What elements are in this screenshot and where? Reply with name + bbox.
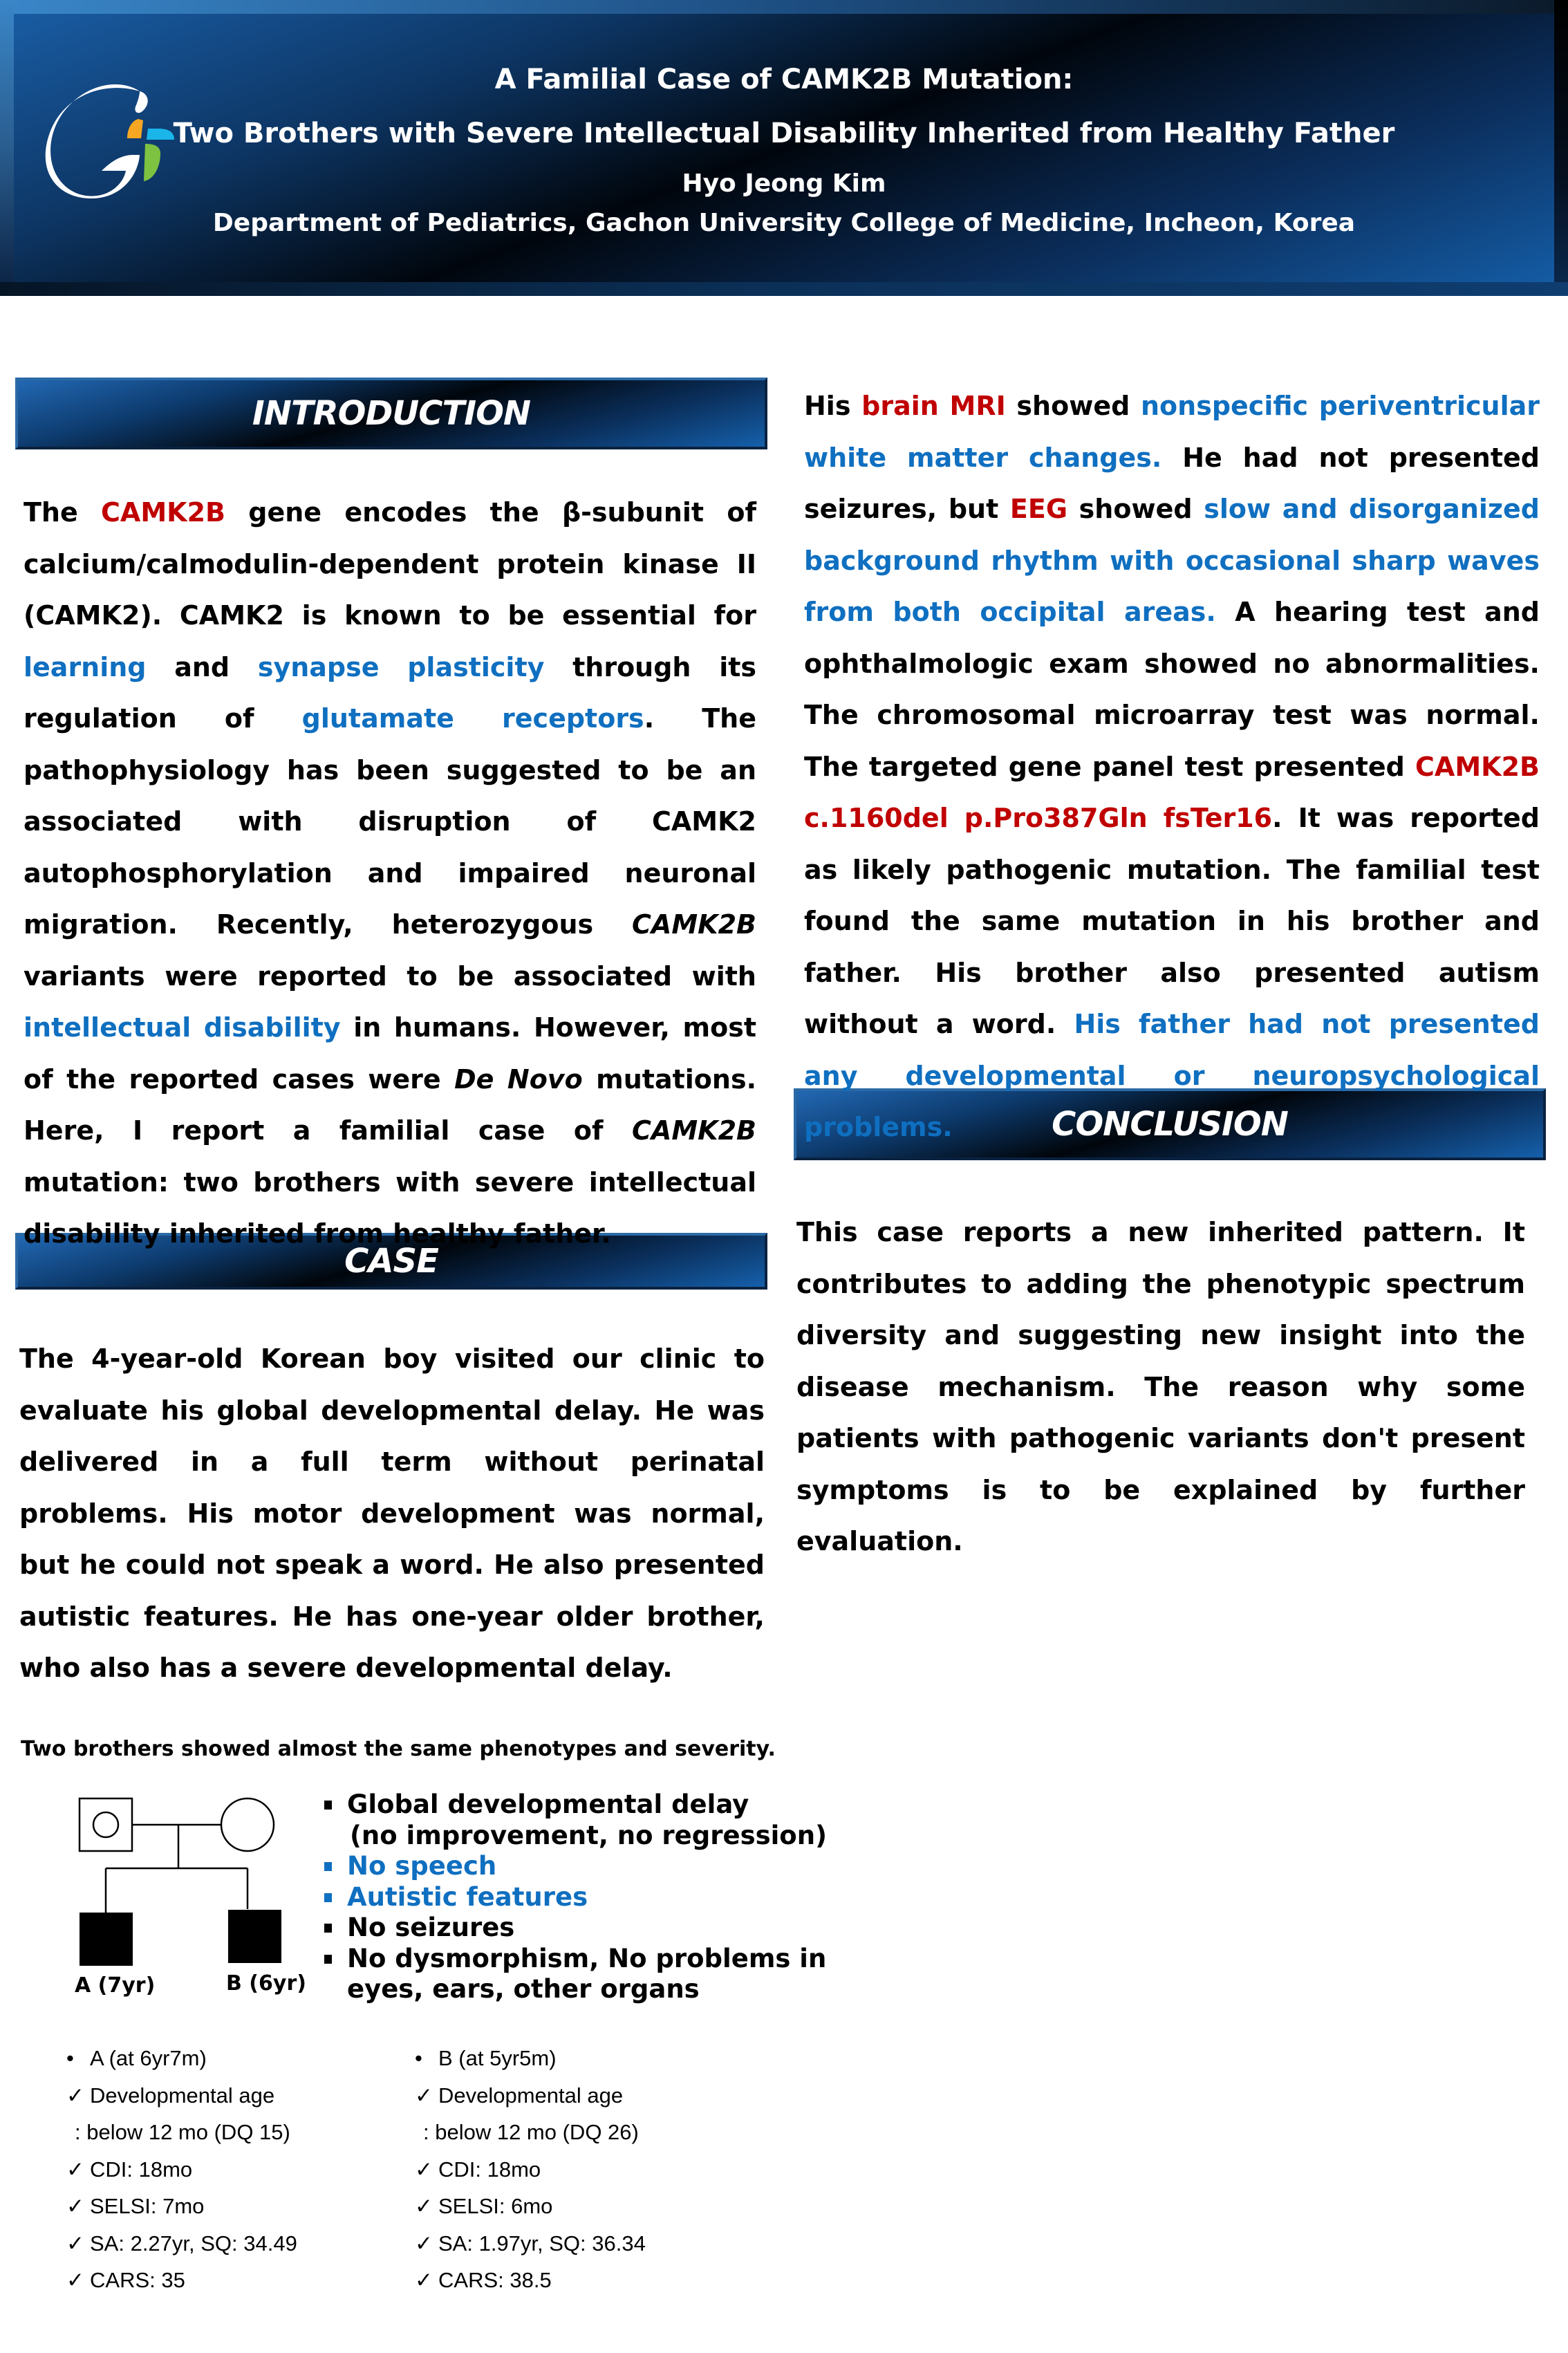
bullet-square-icon xyxy=(324,1924,332,1933)
phenotype-item: No speech xyxy=(322,1851,827,1882)
text-run: mutation: two brothers with severe intellectual disability inherited from healthy father. xyxy=(24,1166,756,1249)
italic-term: CAMK2B xyxy=(632,1115,756,1146)
highlight-blue: slow and disorganized background rhythm with occasional sharp waves from both occipital areas. xyxy=(804,494,1540,627)
bullet-square-icon xyxy=(324,1801,332,1810)
case-continued-text xyxy=(804,380,1540,1153)
child-b-affected-symbol xyxy=(228,1910,281,1963)
section-header-introduction: INTRODUCTION xyxy=(15,378,767,449)
mother-symbol xyxy=(221,1798,274,1851)
checkmark-icon: ✓ xyxy=(66,2231,84,2256)
evaluation-item: ✓ CARS: 35 xyxy=(66,2262,297,2299)
poster-title-line1: A Familial Case of CAMK2B Mutation: xyxy=(494,64,1074,95)
checkmark-icon: ✓ xyxy=(66,2268,84,2292)
poster-title-line2: Two Brothers with Severe Intellectual Disability Inherited from Healthy Father xyxy=(173,118,1395,149)
section-header-conclusion: CONCLUSION xyxy=(794,1088,1546,1160)
bullet-dot-icon: • xyxy=(415,2046,422,2070)
highlight-blue: synapse plasticity xyxy=(257,651,545,682)
italic-term: De Novo xyxy=(454,1063,583,1095)
text-run: in humans. However, most of the reported cases were xyxy=(24,1012,756,1095)
text-run: He had not presented seizures, but xyxy=(804,442,1540,524)
evaluation-item: ✓ SELSI: 7mo xyxy=(66,2188,297,2225)
evaluation-header: • B (at 5yr5m) xyxy=(415,2040,646,2077)
conclusion-text xyxy=(796,1207,1525,1568)
text-run: A hearing test and ophthalmologic exam showed no abnormalities. The chromosomal microarray test was normal. The targeted gene panel test presented xyxy=(804,597,1540,782)
bullet-square-icon xyxy=(324,1893,332,1902)
bullet-square-icon xyxy=(324,1862,332,1871)
section-header-case: CASE xyxy=(15,1233,767,1290)
phenotype-item: No seizures xyxy=(322,1913,827,1944)
evaluation-item: : below 12 mo (DQ 15) xyxy=(75,2120,290,2144)
text-run: This case reports a new inherited pattern. It contributes to adding the phenotypic spectrum diversity and suggesting new insight into the disease mechanism. The reason why some patients with pathogenic variants don't present symptoms is to be explained by further evaluation. xyxy=(796,1217,1525,1556)
introduction-text xyxy=(24,487,756,1260)
highlight-blue: glutamate receptors xyxy=(301,703,644,734)
author-name: Hyo Jeong Kim xyxy=(682,169,886,198)
text-run: The xyxy=(24,497,102,528)
header-bevel xyxy=(0,0,1568,14)
evaluation-item: ✓ Developmental age xyxy=(415,2077,646,2114)
evaluation-header: • A (at 6yr7m) xyxy=(66,2040,297,2077)
text-run: . The pathophysiology has been suggested to be an associated with disruption of CAMK2 autophosphorylation and impaired neuronal migration. Recently, heterozygous xyxy=(24,703,756,940)
evaluation-item: ✓ CDI: 18mo xyxy=(66,2151,297,2188)
highlight-blue: nonspecific periventricular white matter changes. xyxy=(804,391,1540,473)
checkmark-icon: ✓ xyxy=(66,2083,84,2108)
text-run: The 4-year-old Korean boy visited our clinic to evaluate his global developmental delay. He was delivered in a full term without perinatal problems. His motor development was normal, but he could not speak a word. He also presented autistic features. He has one-year older brother, who also has a severe developmental delay. xyxy=(19,1343,765,1683)
evaluation-item: ✓ CDI: 18mo xyxy=(415,2151,646,2188)
highlight-red: brain MRI xyxy=(861,391,1006,421)
evaluation-b xyxy=(415,2040,646,2299)
highlight-blue: learning xyxy=(24,651,147,682)
bullet-dot-icon: • xyxy=(66,2046,74,2070)
text-run: showed xyxy=(1005,391,1141,421)
checkmark-icon: ✓ xyxy=(415,2194,433,2218)
text-run: mutations. Here, I report a familial case of xyxy=(24,1063,757,1146)
evaluation-item: ✓ SA: 1.97yr, SQ: 36.34 xyxy=(415,2225,646,2262)
highlight-red: EEG xyxy=(1009,494,1068,524)
evaluation-a xyxy=(66,2040,297,2299)
highlight-red: CAMK2B xyxy=(101,497,225,528)
text-run: and xyxy=(146,651,258,682)
text-run: gene encodes the β-subunit of calcium/calmodulin-dependent protein kinase II (CAMK2). CAMK2 is known to be essential for xyxy=(24,497,756,631)
phenotype-item: Global developmental delay (no improvement, no regression) xyxy=(322,1789,827,1851)
text-run: through its regulation of xyxy=(24,651,757,734)
text-run: His xyxy=(804,391,862,421)
highlight-red: CAMK2B c.1160del p.Pro387Gln fsTer16 xyxy=(804,751,1540,833)
child-a-affected-symbol xyxy=(80,1913,133,1966)
figure-caption: Two brothers showed almost the same phenotypes and severity. xyxy=(21,1737,776,1761)
checkmark-icon: ✓ xyxy=(415,2268,433,2292)
text-run: . It was reported as likely pathogenic mutation. The familial test found the same mutation in his brother and father. His brother also presented autism without a word. xyxy=(804,803,1540,1039)
evaluation-item: ✓ Developmental age xyxy=(66,2077,297,2114)
father-carrier-symbol xyxy=(80,1798,132,1851)
header-bevel xyxy=(0,282,1568,296)
phenotype-item: No dysmorphism, No problems in eyes, ears, other organs xyxy=(322,1944,827,2005)
bullet-square-icon xyxy=(324,1955,332,1964)
checkmark-icon: ✓ xyxy=(415,2231,433,2256)
child-b-label: B (6yr) xyxy=(226,1971,306,1996)
evaluation-item: ✓ SELSI: 6mo xyxy=(415,2188,646,2225)
checkmark-icon: ✓ xyxy=(66,2194,84,2218)
checkmark-icon: ✓ xyxy=(415,2083,433,2108)
text-run: showed xyxy=(1067,494,1204,524)
checkmark-icon: ✓ xyxy=(415,2157,433,2182)
italic-term: CAMK2B xyxy=(632,909,756,940)
evaluation-item: : below 12 mo (DQ 26) xyxy=(423,2120,639,2144)
evaluation-item: ✓ CARS: 38.5 xyxy=(415,2262,646,2299)
child-a-label: A (7yr) xyxy=(75,1973,156,1998)
evaluation-item: ✓ SA: 2.27yr, SQ: 34.49 xyxy=(66,2225,297,2262)
checkmark-icon: ✓ xyxy=(66,2157,84,2182)
pedigree-chart xyxy=(62,1788,325,2009)
case-text xyxy=(19,1333,765,1694)
phenotype-list xyxy=(322,1789,827,2005)
highlight-blue: His father had not presented any developmental or neuropsychological problems. xyxy=(804,1009,1540,1142)
author-affiliation: Department of Pediatrics, Gachon University College of Medicine, Incheon, Korea xyxy=(212,209,1356,237)
poster-header xyxy=(0,0,1568,296)
phenotype-item: Autistic features xyxy=(322,1882,827,1913)
text-run: variants were reported to be associated with xyxy=(24,960,756,992)
highlight-blue: intellectual disability xyxy=(24,1012,341,1043)
